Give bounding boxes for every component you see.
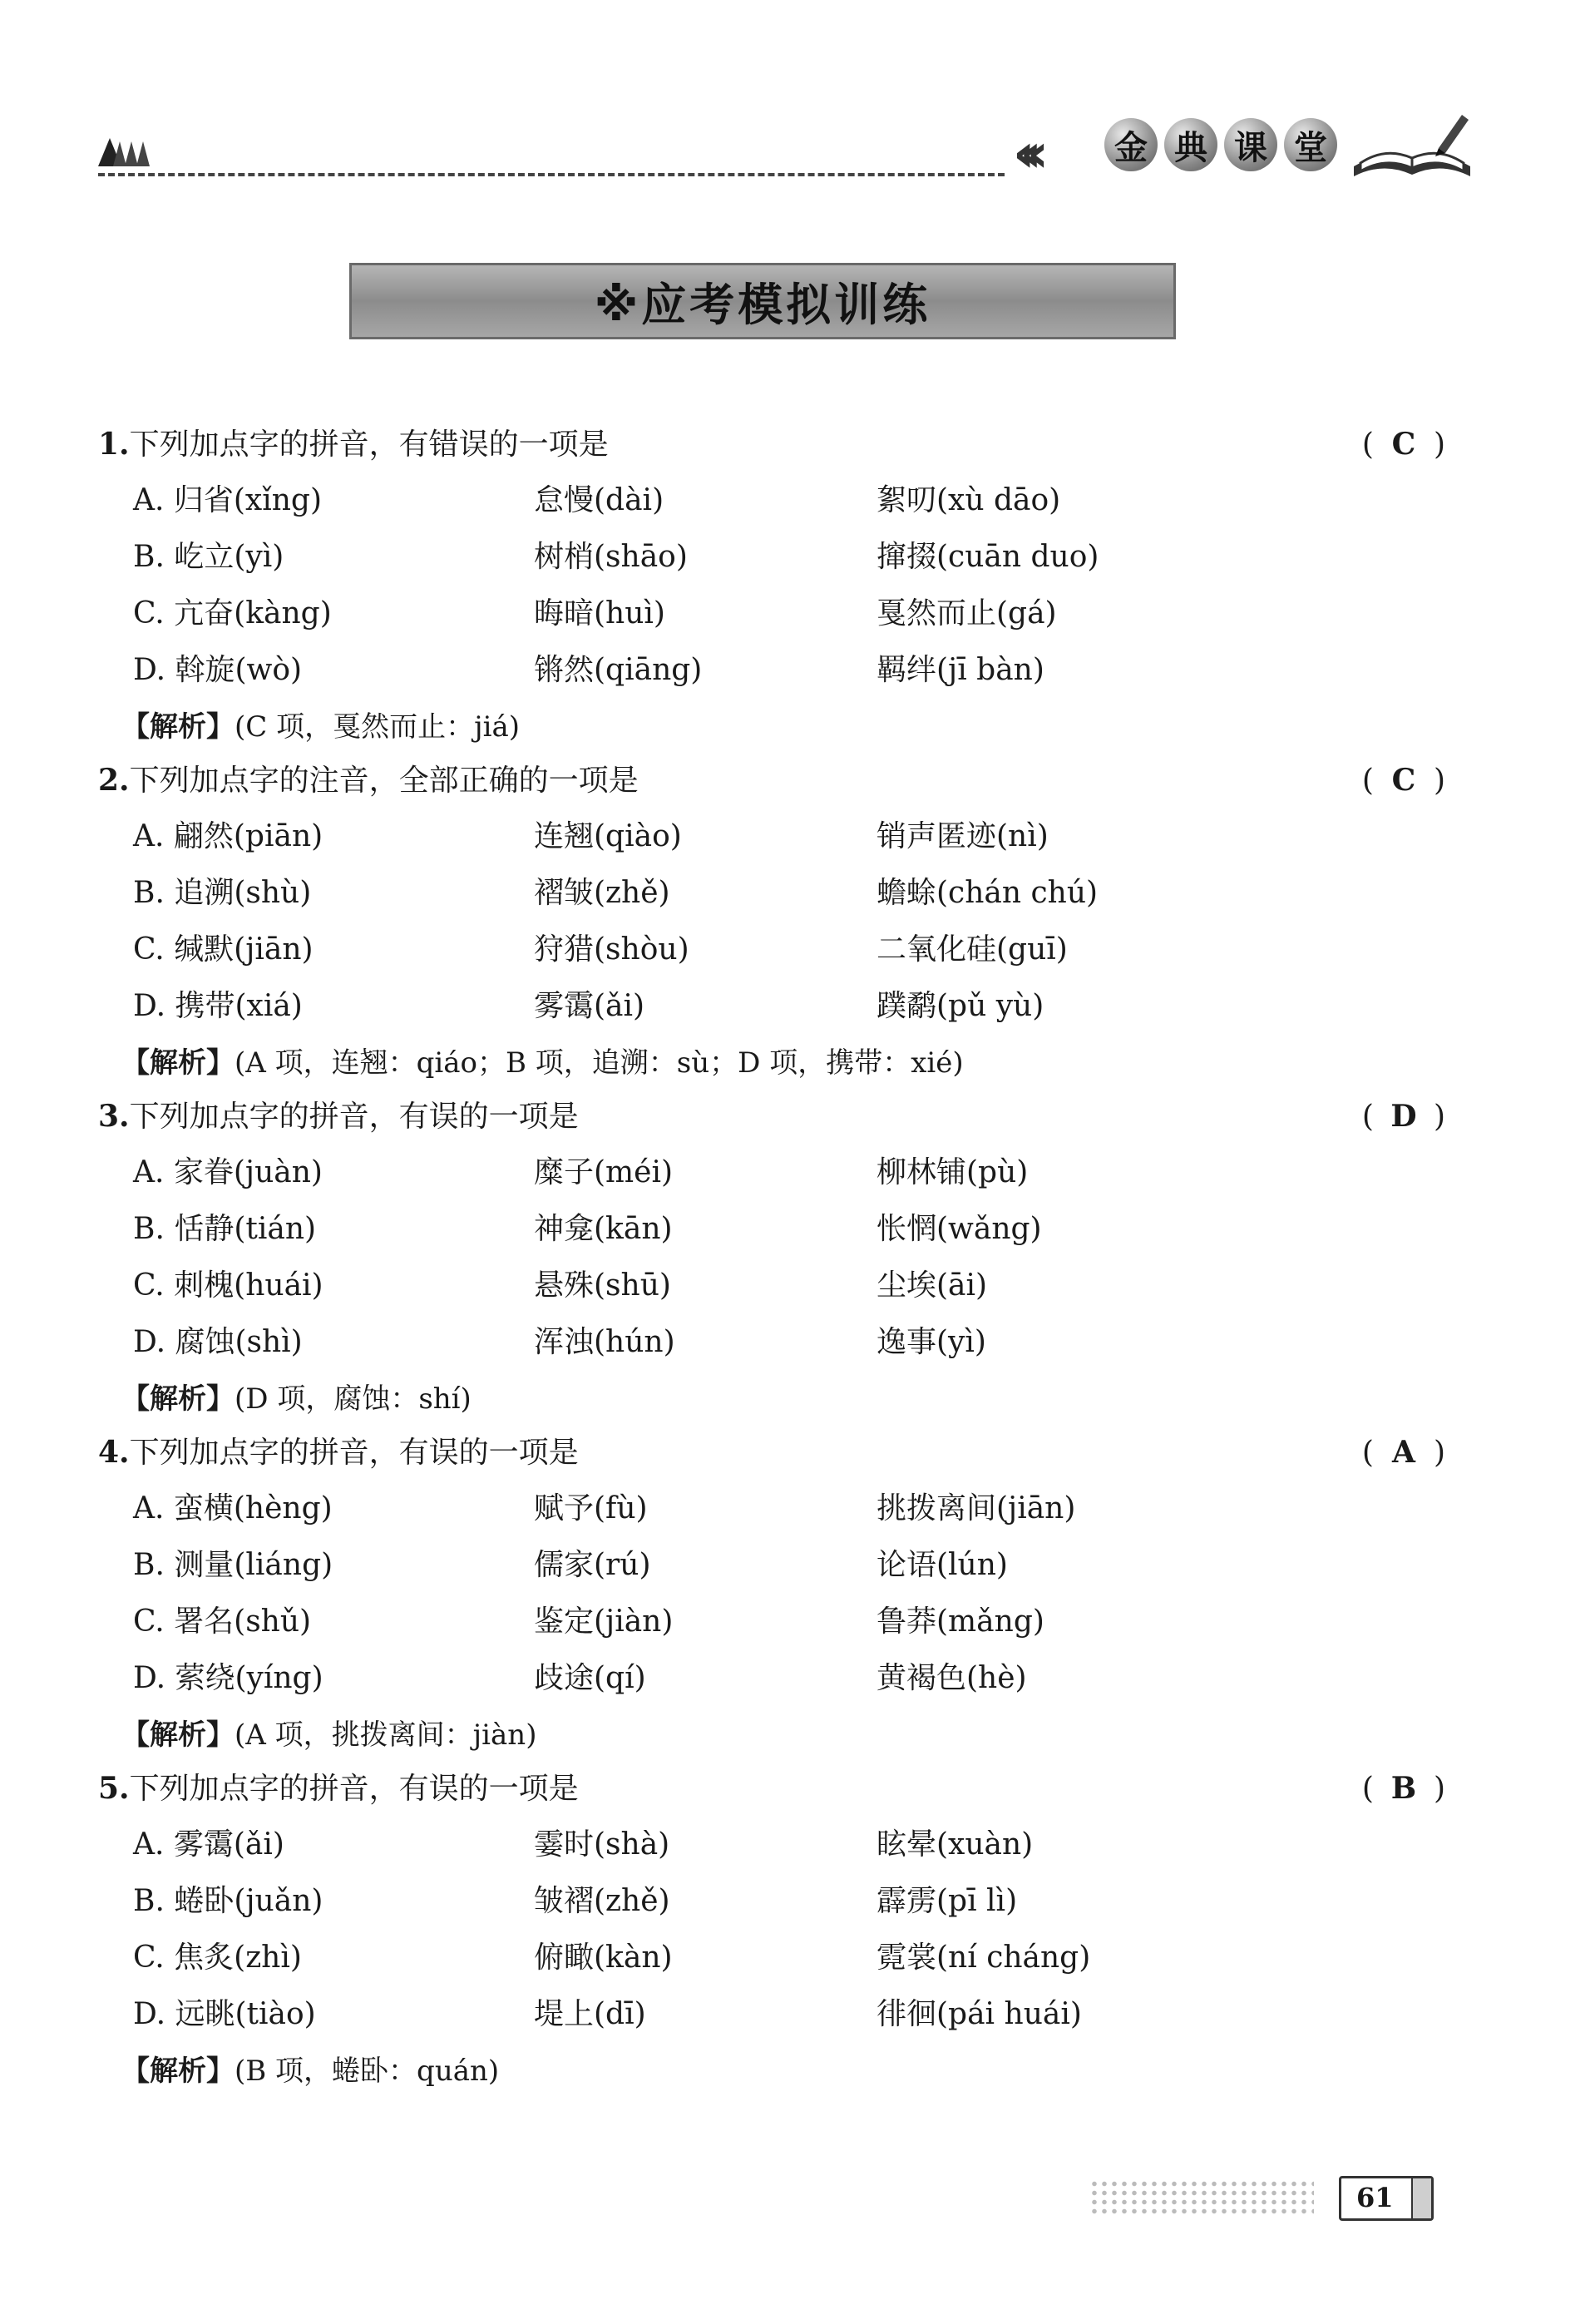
answer-bracket: ( C ) bbox=[1362, 752, 1445, 809]
page-footer bbox=[1089, 2171, 1439, 2221]
option-cell: A. 雾霭(ǎi) bbox=[133, 1827, 284, 1862]
option-row bbox=[98, 1873, 1445, 1930]
option-cell: B. 蜷卧(juǎn) bbox=[133, 1884, 323, 1918]
option-cell: 糜子(méi) bbox=[534, 1155, 674, 1189]
brand-char: 课 bbox=[1224, 118, 1277, 171]
question-block bbox=[98, 1760, 1445, 2099]
explanation-tag: 【解析】 bbox=[121, 710, 235, 744]
question-stem-line bbox=[98, 416, 1445, 472]
page-number-box bbox=[1339, 2176, 1434, 2221]
answer-letter: D bbox=[1390, 1099, 1417, 1134]
option-cell: 黄褐色(hè) bbox=[876, 1661, 1027, 1695]
question-stem: 下列加点字的拼音，有误的一项是 bbox=[129, 1100, 579, 1134]
option-row bbox=[98, 1314, 1445, 1371]
option-row bbox=[98, 1258, 1445, 1314]
option-cell: 鉴定(jiàn) bbox=[534, 1605, 674, 1639]
option-cell: C. 焦炙(zhì) bbox=[133, 1941, 302, 1975]
option-cell: 皱褶(zhě) bbox=[534, 1884, 670, 1918]
explanation-line bbox=[121, 699, 1469, 755]
option-row bbox=[98, 1594, 1445, 1650]
option-cell: 絮叨(xù dāo) bbox=[876, 483, 1061, 517]
option-cell: 挑拨离间(jiān) bbox=[876, 1491, 1076, 1525]
question-number: 5. bbox=[98, 1771, 130, 1806]
option-cell: 浑浊(hún) bbox=[534, 1325, 675, 1359]
option-cell: 堤上(dī) bbox=[534, 1997, 646, 2031]
page-number: 61 bbox=[1356, 2182, 1394, 2213]
explanation-tag: 【解析】 bbox=[121, 1046, 235, 1080]
option-cell: C. 署名(shǔ) bbox=[133, 1605, 312, 1639]
option-cell: C. 亢奋(kàng) bbox=[133, 596, 332, 630]
option-row bbox=[98, 586, 1445, 642]
option-cell: 尘埃(āi) bbox=[876, 1268, 988, 1303]
option-row bbox=[98, 1930, 1445, 1986]
option-row bbox=[98, 642, 1445, 699]
question-stem-line bbox=[98, 1760, 1445, 1817]
section-title: ※应考模拟训练 bbox=[594, 278, 931, 331]
option-cell: C. 刺槐(huái) bbox=[133, 1268, 323, 1303]
option-row bbox=[98, 472, 1445, 529]
option-cell: C. 缄默(jiān) bbox=[133, 932, 314, 967]
answer-letter: A bbox=[1391, 1435, 1415, 1470]
explanation-tag: 【解析】 bbox=[121, 1382, 235, 1416]
question-stem-line bbox=[98, 1424, 1445, 1481]
explanation-text: (A 项，挑拨离间：jiàn) bbox=[235, 1718, 537, 1752]
option-cell: D. 远眺(tiào) bbox=[133, 1997, 316, 2031]
option-cell: 戛然而止(gá) bbox=[876, 596, 1057, 630]
option-cell: 羁绊(jī bàn) bbox=[876, 653, 1044, 687]
answer-letter: C bbox=[1391, 427, 1416, 462]
chevron-left-icon: ‹‹‹ bbox=[1013, 123, 1034, 185]
question-stem: 下列加点字的拼音，有错误的一项是 bbox=[129, 428, 609, 462]
option-cell: 悬殊(shū) bbox=[534, 1268, 671, 1303]
option-row bbox=[98, 529, 1445, 586]
answer-bracket: ( D ) bbox=[1362, 1088, 1445, 1145]
option-row bbox=[98, 1145, 1445, 1201]
option-cell: A. 蛮横(hèng) bbox=[133, 1491, 333, 1525]
question-block bbox=[98, 752, 1445, 1091]
option-cell: 蹼鹬(pǔ yù) bbox=[876, 989, 1044, 1023]
question-number: 1. bbox=[98, 427, 130, 462]
option-cell: 怅惘(wǎng) bbox=[876, 1212, 1042, 1246]
question-block bbox=[98, 1424, 1445, 1763]
answer-bracket: ( A ) bbox=[1362, 1424, 1445, 1481]
option-row bbox=[98, 922, 1445, 978]
explanation-text: (C 项，戛然而止：jiá) bbox=[235, 710, 521, 744]
question-number: 4. bbox=[98, 1435, 130, 1470]
option-cell: 逸事(yì) bbox=[876, 1325, 986, 1359]
answer-letter: B bbox=[1390, 1771, 1417, 1806]
option-cell: 霎时(shà) bbox=[534, 1827, 670, 1862]
question-number: 2. bbox=[98, 763, 130, 798]
brand-char: 堂 bbox=[1284, 118, 1337, 171]
explanation-line bbox=[121, 1035, 1469, 1091]
option-cell: 树梢(shāo) bbox=[534, 540, 688, 574]
option-cell: A. 归省(xǐng) bbox=[133, 483, 323, 517]
option-cell: D. 斡旋(wò) bbox=[133, 653, 303, 687]
dot-pattern-decoration bbox=[1089, 2179, 1314, 2216]
option-cell: 鲁莽(mǎng) bbox=[876, 1605, 1044, 1639]
answer-bracket: ( B ) bbox=[1362, 1760, 1445, 1817]
option-cell: B. 屹立(yì) bbox=[133, 540, 284, 574]
option-cell: 儒家(rú) bbox=[534, 1548, 651, 1582]
option-row bbox=[98, 1650, 1445, 1707]
option-cell: 徘徊(pái huái) bbox=[876, 1997, 1082, 2031]
option-cell: 论语(lún) bbox=[876, 1548, 1008, 1582]
option-cell: A. 家眷(juàn) bbox=[133, 1155, 323, 1189]
explanation-tag: 【解析】 bbox=[121, 1718, 235, 1752]
option-cell: 歧途(qí) bbox=[534, 1661, 646, 1695]
explanation-tag: 【解析】 bbox=[121, 2055, 235, 2088]
option-cell: 锵然(qiāng) bbox=[534, 653, 703, 687]
option-cell: 眩晕(xuàn) bbox=[876, 1827, 1034, 1862]
option-cell: B. 恬静(tián) bbox=[133, 1212, 317, 1246]
open-book-icon bbox=[1346, 108, 1479, 183]
option-cell: 神龛(kān) bbox=[534, 1212, 673, 1246]
option-cell: 晦暗(huì) bbox=[534, 596, 665, 630]
triangle-decoration-icon bbox=[98, 138, 148, 170]
answer-bracket: ( C ) bbox=[1362, 416, 1445, 473]
option-row bbox=[98, 808, 1445, 865]
option-cell: 褶皱(zhě) bbox=[534, 876, 670, 910]
answer-letter: C bbox=[1391, 763, 1416, 798]
explanation-text: (A 项，连翘：qiáo；B 项，追溯：sù；D 项，携带：xié) bbox=[235, 1046, 964, 1080]
option-cell: 俯瞰(kàn) bbox=[534, 1941, 673, 1975]
question-stem-line bbox=[98, 1088, 1445, 1145]
question-stem: 下列加点字的拼音，有误的一项是 bbox=[129, 1772, 579, 1806]
option-cell: B. 追溯(shù) bbox=[133, 876, 312, 910]
option-cell: D. 萦绕(yíng) bbox=[133, 1661, 323, 1695]
question-stem-line bbox=[98, 752, 1445, 808]
option-cell: 蟾蜍(chán chú) bbox=[876, 876, 1099, 910]
page-tab-decoration bbox=[1411, 2178, 1431, 2218]
brand-char: 典 bbox=[1164, 118, 1217, 171]
option-cell: 怠慢(dài) bbox=[534, 483, 664, 517]
brand-logo bbox=[1104, 118, 1337, 171]
question-block bbox=[98, 1088, 1445, 1427]
option-cell: 销声匿迹(nì) bbox=[876, 819, 1049, 853]
explanation-line bbox=[121, 2043, 1469, 2099]
option-row bbox=[98, 1537, 1445, 1594]
question-stem: 下列加点字的拼音，有误的一项是 bbox=[129, 1436, 579, 1470]
option-row bbox=[98, 1201, 1445, 1258]
option-row bbox=[98, 1817, 1445, 1873]
option-cell: 赋予(fù) bbox=[534, 1491, 648, 1525]
option-row bbox=[98, 865, 1445, 922]
option-row bbox=[98, 1986, 1445, 2043]
explanation-line bbox=[121, 1371, 1469, 1427]
option-cell: 柳林铺(pù) bbox=[876, 1155, 1029, 1189]
explanation-line bbox=[121, 1707, 1469, 1763]
option-cell: 霹雳(pī lì) bbox=[876, 1884, 1018, 1918]
option-cell: 二氧化硅(guī) bbox=[876, 932, 1068, 967]
explanation-text: (B 项，蜷卧：quán) bbox=[235, 2055, 500, 2088]
option-cell: D. 腐蚀(shì) bbox=[133, 1325, 303, 1359]
question-number: 3. bbox=[98, 1099, 130, 1134]
page-header bbox=[98, 108, 1479, 191]
option-cell: A. 翩然(piān) bbox=[133, 819, 323, 853]
option-cell: D. 携带(xiá) bbox=[133, 989, 303, 1023]
question-stem: 下列加点字的注音，全部正确的一项是 bbox=[129, 764, 639, 798]
brand-char: 金 bbox=[1104, 118, 1158, 171]
option-row bbox=[98, 978, 1445, 1035]
option-row bbox=[98, 1481, 1445, 1537]
header-dashed-divider bbox=[98, 173, 1005, 176]
option-cell: 霓裳(ní cháng) bbox=[876, 1941, 1091, 1975]
option-cell: 连翘(qiào) bbox=[534, 819, 682, 853]
option-cell: B. 测量(liáng) bbox=[133, 1548, 333, 1582]
option-cell: 撺掇(cuān duo) bbox=[876, 540, 1099, 574]
option-cell: 狩猎(shòu) bbox=[534, 932, 689, 967]
question-block bbox=[98, 416, 1445, 755]
explanation-text: (D 项，腐蚀：shí) bbox=[235, 1382, 472, 1416]
option-cell: 雾霭(ǎi) bbox=[534, 989, 645, 1023]
section-title-banner bbox=[349, 263, 1176, 339]
